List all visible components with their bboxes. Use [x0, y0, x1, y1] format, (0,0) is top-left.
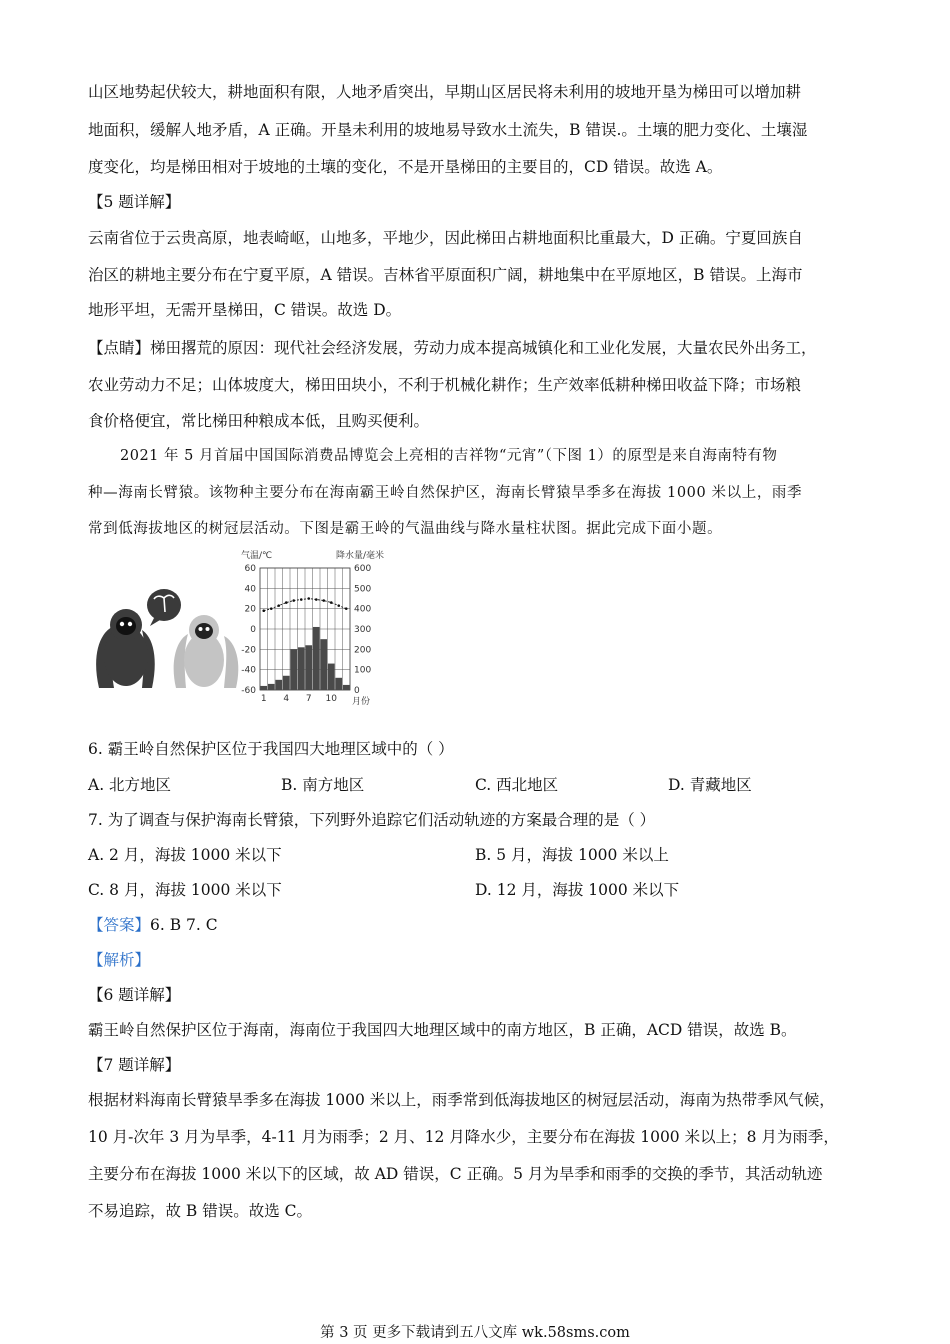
left-tick-label: 40	[244, 584, 256, 595]
temperature-point	[307, 597, 310, 600]
mascot-illustration	[96, 589, 238, 688]
explanation-7-line: 主要分布在海拔 1000 米以下的区域，故 AD 错误，C 正确。5 月为旱季和雨季的交换的季节，其活动轨迹	[88, 1165, 823, 1183]
right-tick-label: 200	[354, 645, 372, 656]
x-tick-label: 7	[305, 694, 312, 704]
x-tick-label: 1	[260, 694, 267, 704]
precipitation-bar	[283, 676, 290, 690]
temperature-point	[330, 601, 333, 604]
paragraph-line: 地形平坦，无需开垦梯田，C 错误。故选 D。	[88, 301, 402, 319]
paragraph-line: 治区的耕地主要分布在宁夏平原，A 错误。吉林省平原面积广阔，耕地集中在平原地区，B 错误。上海市	[88, 266, 803, 284]
explanation-7-line: 根据材料海南长臂猿旱季多在海拔 1000 米以上，雨季常到低海拔地区的树冠层活动，海南为热带季风气候，	[88, 1091, 835, 1109]
temperature-point	[285, 601, 288, 604]
left-tick-label: -40	[241, 665, 256, 676]
figure	[84, 548, 404, 708]
x-tick-label: 10	[325, 694, 337, 704]
chart-grid	[260, 568, 350, 690]
temperature-point	[322, 599, 325, 602]
material-line: 2021 年 5 月首届中国国际消费品博览会上亮相的吉祥物“元宵”（下图 1）的原型是来自海南特有物	[120, 448, 778, 464]
left-axis-label: 气温/℃	[241, 551, 273, 561]
left-tick-label: -20	[241, 645, 256, 656]
paragraph-line: 山区地势起伏较大，耕地面积有限，人地矛盾突出，早期山区居民将未利用的坡地开垦为梯田可以增加耕	[88, 83, 802, 101]
temperature-point	[337, 604, 340, 607]
precipitation-bar	[290, 649, 297, 690]
temperature-point	[262, 609, 265, 612]
temperature-point	[277, 604, 280, 607]
precipitation-bar	[275, 680, 282, 690]
explanation-7-line: 10 月-次年 3 月为旱季，4-11 月为雨季；2 月、12 月降水少，主要分布在海拔 1000 米以上；8 月为雨季，	[88, 1128, 839, 1146]
precipitation-bar	[328, 664, 335, 690]
question-6-option-b: B. 南方地区	[281, 776, 365, 794]
explanation-7-line: 不易追踪，故 B 错误。故选 C。	[88, 1202, 313, 1220]
answer-label: 【答案】	[88, 916, 151, 934]
precipitation-bar	[305, 645, 312, 690]
tip-line: 【点睛】梯田撂荒的原因：现代社会经济发展，劳动力成本提高城镇化和工业化发展，大量农民外出务工，	[88, 339, 817, 357]
precipitation-bar	[268, 684, 275, 690]
paragraph-line: 地面积，缓解人地矛盾，A 正确。开垦未利用的坡地易导致水土流失，B 错误.。土壤的肥力变化、土壤湿	[88, 121, 808, 139]
precipitation-bar	[260, 686, 267, 690]
page-footer: 第 3 页 更多下载请到五八文库 wk.58sms.com	[320, 1325, 630, 1341]
section-heading-5: 【5 题详解】	[88, 193, 181, 211]
question-7-option-c: C. 8 月，海拔 1000 米以下	[88, 881, 282, 899]
right-tick-label: 100	[354, 665, 372, 676]
answer-line	[88, 915, 218, 935]
answer-value: 6. B 7. C	[150, 916, 218, 934]
question-6-option-c: C. 西北地区	[475, 776, 559, 794]
precipitation-bar	[335, 678, 342, 690]
question-6-option-d: D. 青藏地区	[668, 776, 752, 794]
temperature-point	[345, 607, 348, 610]
explanation-6: 霸王岭自然保护区位于海南，海南位于我国四大地理区域中的南方地区，B 正确，ACD 错误，故选 B。	[88, 1021, 797, 1039]
precipitation-bar	[313, 627, 320, 690]
question-6-stem: 6. 霸王岭自然保护区位于我国四大地理区域中的（ ）	[88, 740, 454, 758]
section-heading-6: 【6 题详解】	[88, 986, 181, 1004]
question-7-option-d: D. 12 月，海拔 1000 米以下	[475, 881, 680, 899]
right-axis-label: 降水量/毫米	[336, 551, 385, 561]
climate-chart	[241, 549, 384, 707]
right-tick-label: 400	[354, 604, 372, 615]
paragraph-line: 云南省位于云贵高原，地表崎岖，山地多，平地少，因此梯田占耕地面积比重最大，D 正确。宁夏回族自	[88, 229, 803, 247]
right-tick-label: 300	[354, 625, 372, 635]
precipitation-bar	[343, 685, 350, 690]
left-tick-label: 20	[244, 604, 256, 615]
tip-line: 农业劳动力不足；山体坡度大，梯田田块小，不利于机械化耕作；生产效率低耕种梯田收益下降；市场粮	[88, 376, 802, 394]
analysis-label: 【解析】	[88, 951, 151, 969]
left-tick-label: 60	[244, 564, 256, 574]
figure-svg	[84, 548, 404, 708]
material-line: 种—海南长臂猿。该物种主要分布在海南霸王岭自然保护区，海南长臂猿旱季多在海拔 1000 米以上，雨季	[88, 485, 803, 501]
question-6-option-a: A. 北方地区	[88, 776, 172, 794]
left-tick-label: -60	[241, 686, 256, 696]
temperature-point	[292, 599, 295, 602]
right-tick-label: 0	[354, 686, 360, 696]
paragraph-line: 度变化，均是梯田相对于坡地的土壤的变化，不是开垦梯田的主要目的，CD 错误。故选 A。	[88, 158, 723, 176]
tip-line: 食价格便宜，常比梯田种粮成本低，且购买便利。	[88, 412, 430, 430]
left-tick-label: 0	[250, 625, 256, 635]
x-axis-label: 月份	[352, 697, 371, 707]
question-7-stem: 7. 为了调查与保护海南长臂猿，下列野外追踪它们活动轨迹的方案最合理的是（ ）	[88, 811, 656, 829]
right-tick-label: 600	[354, 564, 372, 574]
temperature-point	[270, 607, 273, 610]
precipitation-bar	[320, 639, 327, 690]
precipitation-bar	[298, 647, 305, 690]
temperature-point	[315, 598, 318, 601]
question-7-option-a: A. 2 月，海拔 1000 米以下	[88, 846, 282, 864]
material-line: 常到低海拔地区的树冠层活动。下图是霸王岭的气温曲线与降水量柱状图。据此完成下面小题。	[88, 521, 723, 537]
section-heading-7: 【7 题详解】	[88, 1056, 181, 1074]
temperature-point	[300, 598, 303, 601]
right-tick-label: 500	[354, 584, 372, 595]
x-tick-label: 4	[283, 694, 290, 704]
question-7-option-b: B. 5 月，海拔 1000 米以上	[475, 846, 669, 864]
